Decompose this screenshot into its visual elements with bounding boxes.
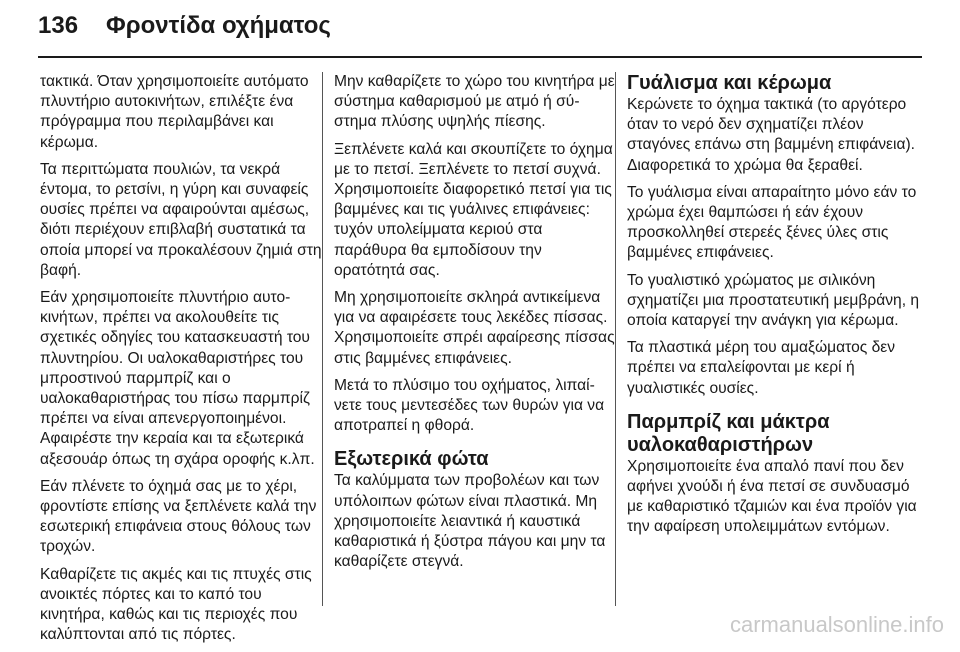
paragraph: Εάν πλένετε το όχημά σας με το χέρι, φροντίστε επίσης να ξεπλένετε καλά την εσωτερική επιφάνεια στους θόλους των τροχών. [40, 477, 317, 556]
paragraph: Τα καλύμματα των προβολέων και των υπόλοιπων φώτων είναι πλαστικά. Μη χρησιμοποιείτε λειαντικά ή καυστικά καθαριστικά ή ξύστρα πάγου και μην τα καθαρίζετε στεγνά. [334, 472, 606, 571]
paragraph: Κερώνετε το όχημα τακτικά (το αργότερο όταν το νερό δεν σχηματίζει πλέον σταγόνες επάνω στη βαμμένη επιφάνεια). Διαφορετικά το χρώμα θα ξεραθεί. [627, 96, 916, 174]
text-column-1 [40, 72, 330, 652]
page-header [38, 12, 331, 40]
paragraph: Μη χρησιμοποιείτε σκληρά αντικείμενα για να αφαιρέσετε τους λεκέδες πίσσας. Χρησιμοποιείτε σπρέι αφαίρεσης πίσσας στις βαμμένες επιφάνειες. [334, 289, 615, 367]
paragraph: Τα πλαστικά μέρη του αμαξώματος δεν πρέπει να επαλείφονται με κερί ή γυαλιστικές ουσίες. [627, 339, 896, 397]
header-rule [38, 56, 922, 58]
paragraph: τακτικά. Όταν χρησιμοποιείτε αυτόματο πλυντήριο αυτοκινήτων, επιλέξτε ένα πρόγραμμα που περιλαμβάνει και κέρωμα. [40, 73, 309, 151]
paragraph: Καθαρίζετε τις ακμές και τις πτυχές στις ανοικτές πόρτες και το καπό του κινητήρα, καθώς και τις περιοχές που καλύπτονται από τις πόρτες. [40, 565, 312, 644]
section-heading-windscreen: Παρμπρίζ και μάκτρα υαλοκαθαριστήρων [627, 410, 830, 456]
paragraph: Ξεπλένετε καλά και σκουπίζετε το όχημα με το πετσί. Ξεπλένετε το πετσί συχνά. Χρησιμοποιείτε διαφορετικό πετσί για τις βαμμένες και τις γυάλινες επιφάνειες: τυχόν υπολείμματα κεριού στα παράθυρα θα εμποδίσουν την ορατότητά σας. [334, 140, 613, 279]
page-number: 136 [38, 12, 79, 39]
paragraph: Το γυάλισμα είναι απαραίτητο μόνο εάν το χρώμα έχει θαμπώσει ή εάν έχουν προσκολληθεί στερεές ξένες ύλες στις βαμμένες επιφάνειες. [627, 183, 917, 262]
paragraph: Εάν χρησιμοποιείτε πλυντήριο αυτοκινήτων, πρέπει να ακολουθείτε τις σχετικές οδηγίες του κατασκευαστή του πλυντηρίου. Οι υαλοκαθαριστήρες του μπροστινού παρμπρίζ και ο υαλοκαθαριστήρας του πίσω παρμπρίζ πρέπει να είναι απενεργοποιημένοι. Αφαιρέστε την κεραία και τα εξωτερικά αξεσουάρ όπως τη σχάρα οροφής κ.λπ. [40, 289, 315, 468]
section-heading-polishing: Γυάλισμα και κέρωμα [627, 72, 832, 94]
section-heading-exterior-lights: Εξωτερικά φώτα [334, 448, 489, 471]
watermark: carmanualsonline.info [729, 612, 944, 637]
paragraph: Χρησιμοποιείτε ένα απαλό πανί που δεν αφήνει χνούδι ή ένα πετσί σε συνδυασμό με καθαριστικό τζαμιών και ένα προϊόν για την αφαίρεση υπολειμμάτων εντόμων. [627, 457, 917, 536]
paragraph: Μετά το πλύσιμο του οχήματος, λιπαίνετε τους μεντεσέδες των θυρών για να αποτραπεί η φθορά. [334, 376, 605, 435]
page-title: Φροντίδα οχήματος [106, 12, 331, 39]
text-column-2 [334, 72, 616, 579]
paragraph: Μην καθαρίζετε το χώρο του κινητήρα με σύστημα καθαρισμού με ατμό ή σύστημα πλύσης υψηλής πίεσης. [334, 73, 615, 131]
paragraph: Το γυαλιστικό χρώματος με σιλικόνη σχηματίζει μια προστατευτική μεμβράνη, η οποία καταργεί την ανάγκη για κέρωμα. [627, 271, 920, 330]
text-column-3 [627, 72, 922, 545]
paragraph: Τα περιττώματα πουλιών, τα νεκρά έντομα, το ρετσίνι, η γύρη και συναφείς ουσίες πρέπει να αφαιρούνται αμέσως, διότι περιέχουν επιβλαβή συστατικά τα οποία μπορεί να προκαλέσουν ζημιά στη βαφή. [40, 160, 322, 279]
